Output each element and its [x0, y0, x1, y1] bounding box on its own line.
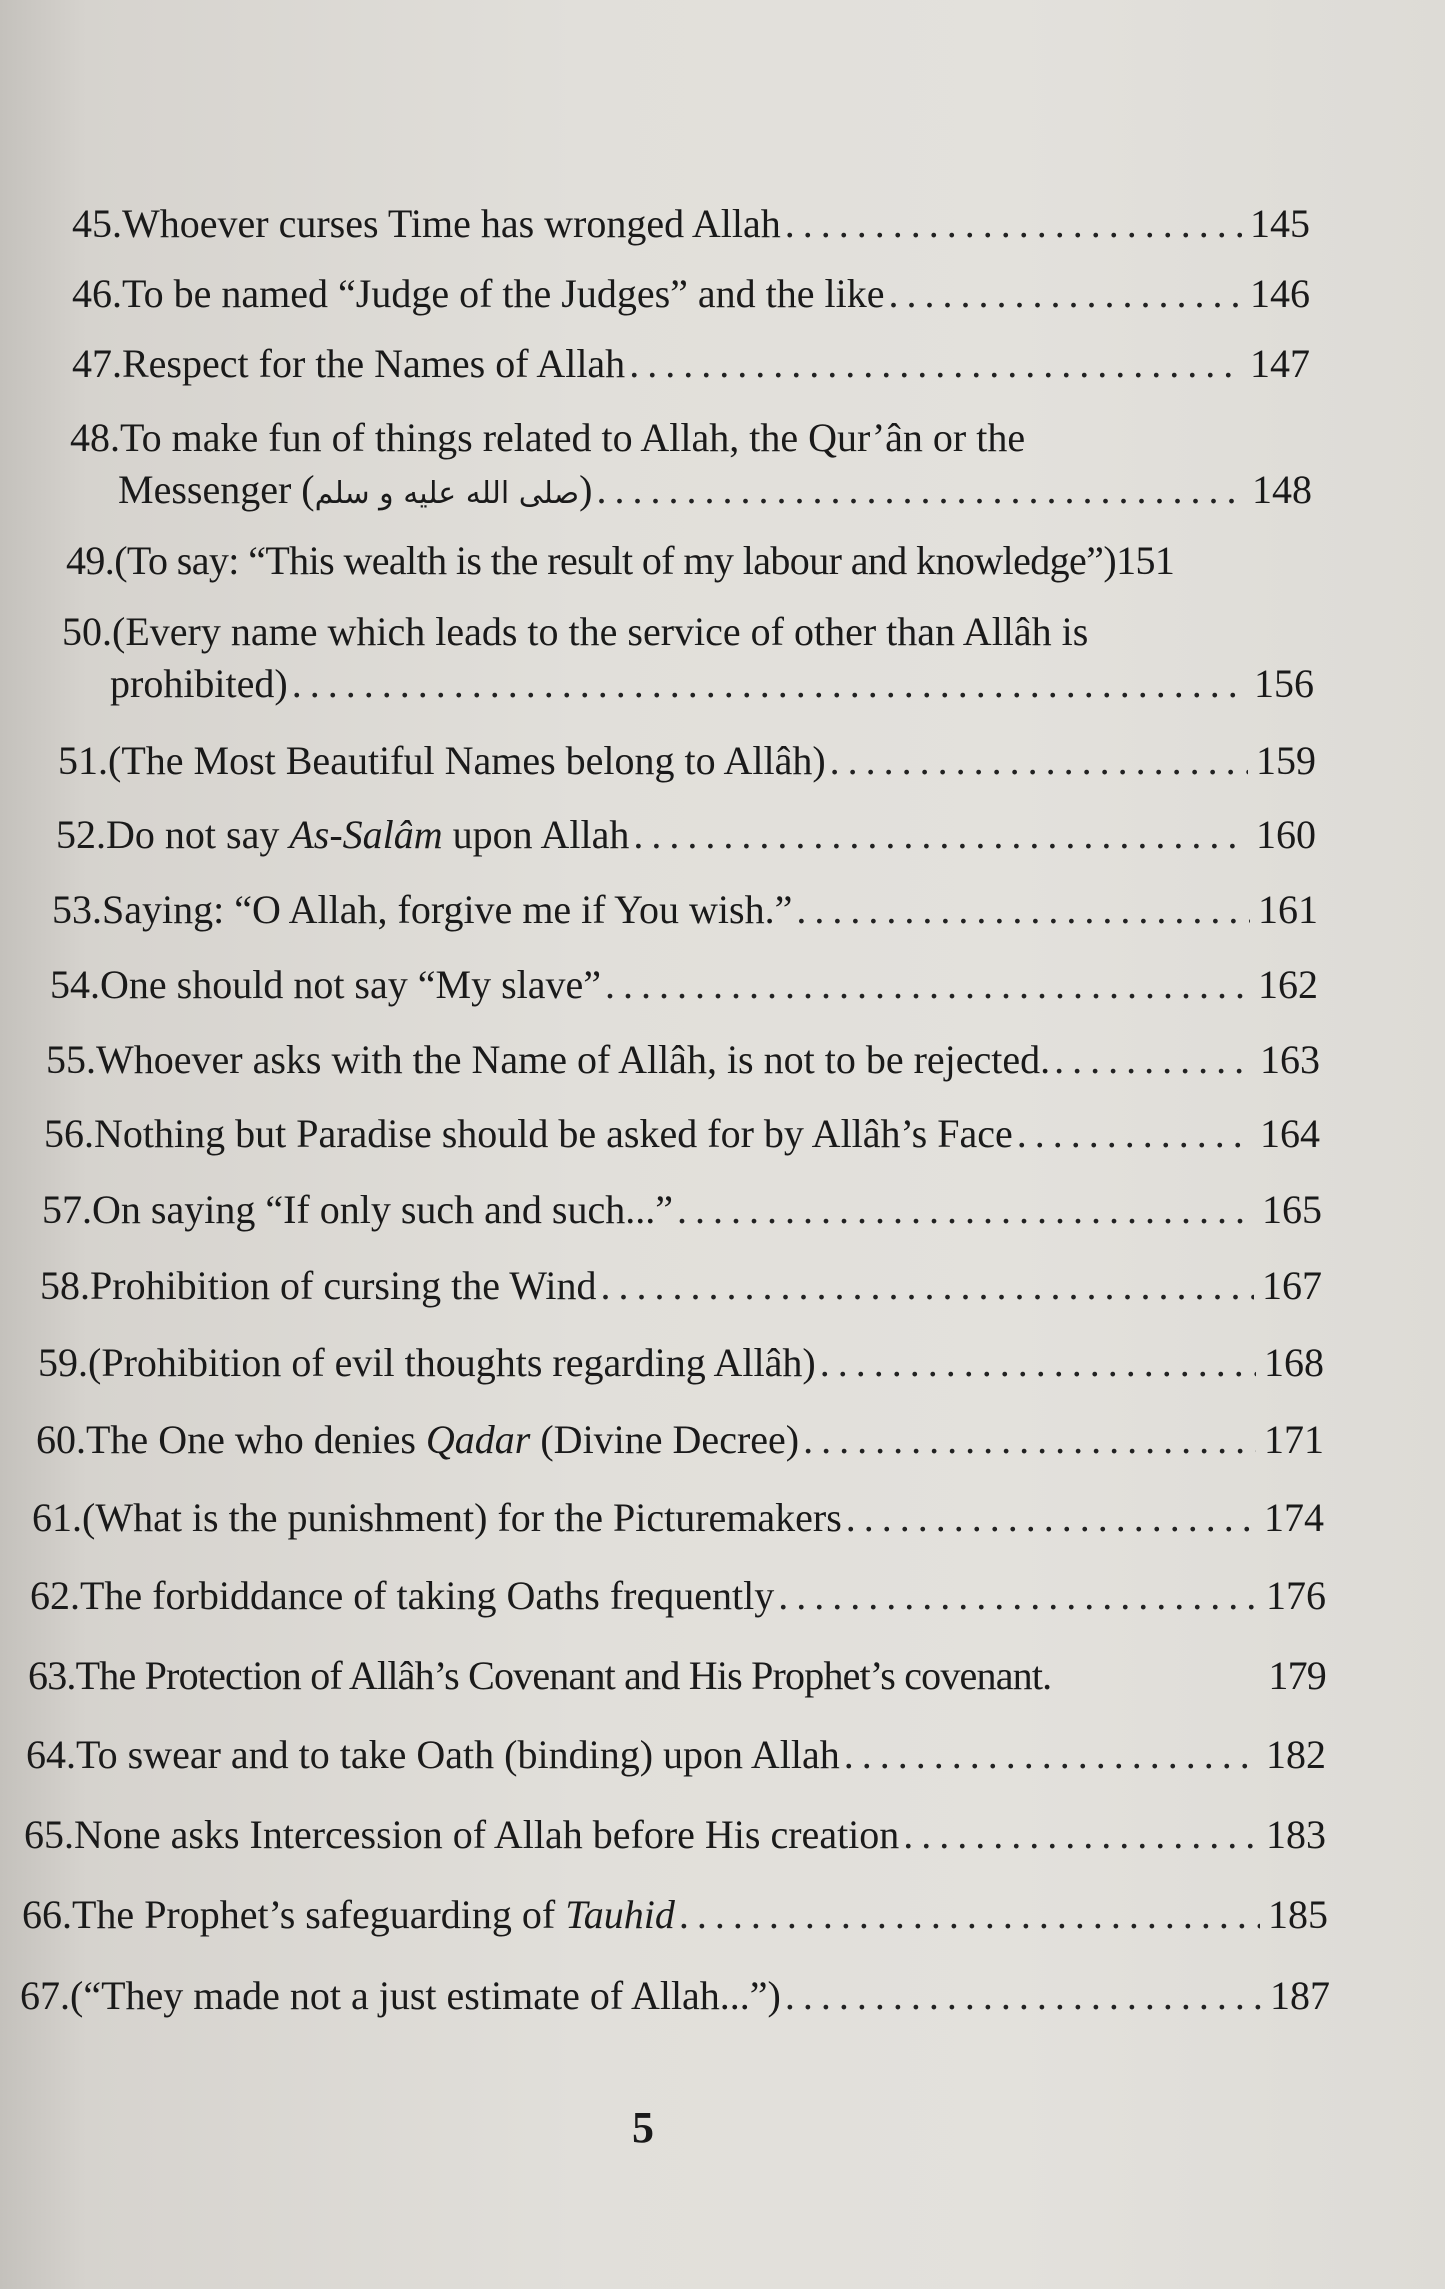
page-ref: 176: [1266, 1573, 1326, 1618]
toc-entry-53: 53. Saying: “O Allah, forgive me if You wish.” . . . 161: [52, 884, 1318, 936]
toc-entry-47: 47. Respect for the Names of Allah . . . 147: [72, 338, 1310, 390]
page-ref: 171: [1264, 1417, 1324, 1462]
toc-entry-46: 46. To be named “Judge of the Judges” and the like . . . 146: [72, 268, 1310, 320]
page-ref: 179: [1268, 1653, 1326, 1698]
toc-entry-63: 63. The Protection of Allâh’s Covenant and His Prophet’s covenant. 179: [28, 1650, 1326, 1702]
toc-entry-51: 51. (The Most Beautiful Names belong to Allâh) . . . 159: [58, 735, 1316, 787]
page-ref: 162: [1258, 962, 1318, 1007]
toc-entry-55: 55. Whoever asks with the Name of Allâh, is not to be rejected. . . . 163: [46, 1034, 1320, 1086]
page-ref: 167: [1262, 1263, 1322, 1308]
toc-entry-56: 56. Nothing but Paradise should be asked for by Allâh’s Face . . . 164: [44, 1108, 1320, 1160]
toc-entry-48: 48.To make fun of things related to Allah, the Qur’ân or the Messenger (صلى الله عليه و سلم) . . . 148: [70, 412, 1312, 520]
toc-entry-52: 52. Do not say As-Salâm upon Allah . . . 160: [56, 809, 1316, 861]
page-ref: 148: [1252, 467, 1312, 512]
toc-entry-49: 49. (To say: “This wealth is the result of my labour and knowledge”) 151: [66, 535, 1312, 587]
toc-entry-45: 45. Whoever curses Time has wronged Allah . . . 145: [72, 198, 1310, 250]
page-ref: 147: [1250, 341, 1310, 386]
toc-entry-62: 62. The forbiddance of taking Oaths frequently . . . 176: [30, 1570, 1326, 1622]
page-ref: 183: [1266, 1812, 1326, 1857]
toc-entry-60: 60. The One who denies Qadar (Divine Decree) . . . 171: [36, 1414, 1324, 1466]
page-ref: 156: [1254, 661, 1314, 706]
page-number: 5: [632, 2103, 654, 2152]
toc-entry-57: 57. On saying “If only such and such...” . . . 165: [42, 1184, 1322, 1236]
page-ref: 163: [1260, 1037, 1320, 1082]
toc-entry-61: 61. (What is the punishment) for the Picturemakers . . . 174: [32, 1492, 1324, 1544]
page-ref: 151: [1116, 538, 1175, 583]
toc-entry-65: 65. None asks Intercession of Allah before His creation . . . 183: [24, 1809, 1326, 1861]
page-ref: 187: [1270, 1973, 1330, 2018]
arabic-salutation: صلى الله عليه و سلم: [314, 476, 580, 511]
page-ref: 145: [1250, 201, 1310, 246]
page-ref: 161: [1258, 887, 1318, 932]
page-ref: 165: [1262, 1187, 1322, 1232]
page-ref: 164: [1260, 1111, 1320, 1156]
toc-entry-58: 58. Prohibition of cursing the Wind . . . 167: [40, 1260, 1322, 1312]
toc-entry-50: 50.(Every name which leads to the service of other than Allâh is prohibited) . . . 156: [62, 606, 1314, 710]
toc-entry-66: 66. The Prophet’s safeguarding of Tauhid . . . 185: [22, 1889, 1328, 1941]
page-ref: 182: [1266, 1732, 1326, 1777]
toc-entry-64: 64. To swear and to take Oath (binding) upon Allah . . . 182: [26, 1729, 1326, 1781]
toc-entry-59: 59. (Prohibition of evil thoughts regarding Allâh) . . . 168: [38, 1337, 1324, 1389]
toc-entry-67: 67. (“They made not a just estimate of Allah...”) . . . 187: [20, 1970, 1330, 2022]
page-ref: 146: [1250, 271, 1310, 316]
page-ref: 160: [1256, 812, 1316, 857]
page-ref: 185: [1268, 1892, 1328, 1937]
page-ref: 168: [1264, 1340, 1324, 1385]
page-ref: 174: [1264, 1495, 1324, 1540]
page-ref: 159: [1256, 738, 1316, 783]
toc-entry-54: 54. One should not say “My slave” . . . 162: [50, 959, 1318, 1011]
